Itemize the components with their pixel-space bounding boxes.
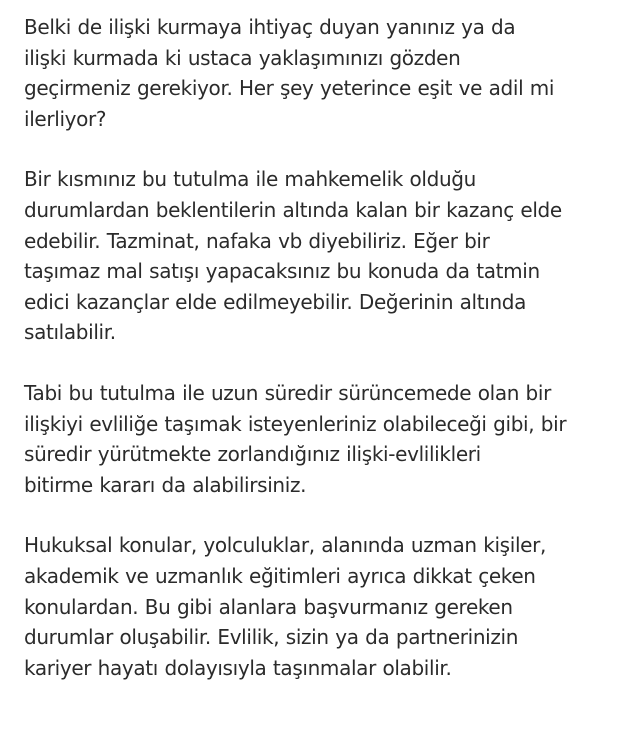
paragraph-line: satılabilir. (24, 320, 116, 345)
paragraph-line: süredir yürütmekte zorlandığınız ilişki-evlilikleri (24, 442, 481, 467)
paragraph-line: bitirme kararı da alabilirsiniz. (24, 472, 307, 497)
paragraph-line: akademik ve uzmanlık eğitimleri ayrıca dikkat çeken (24, 563, 536, 588)
paragraph-line: geçirmeniz gerekiyor. Her şey yeterince eşit ve adil mi (24, 76, 555, 101)
paragraph-line: ilişkiyi evliliğe taşımak isteyenleriniz olabileceği gibi, bir (24, 411, 567, 436)
paragraph-4 (24, 530, 614, 683)
paragraph-2 (24, 164, 614, 348)
paragraph-line: konulardan. Bu gibi alanlara başvurmanız gereken (24, 594, 513, 619)
paragraph-1 (24, 12, 614, 134)
paragraph-line: Belki de ilişki kurmaya ihtiyaç duyan yanınız ya da (24, 15, 516, 39)
paragraph-line: ilişki kurmada ki ustaca yaklaşımınızı gözden (24, 45, 461, 70)
paragraph-line: taşımaz mal satışı yapacaksınız bu konuda da tatmin (24, 259, 540, 284)
paragraph-3 (24, 378, 614, 500)
paragraph-line: durumlardan beklentilerin altında kalan bir kazanç elde (24, 197, 562, 222)
article-body (24, 12, 614, 713)
paragraph-line: kariyer hayatı dolayısıyla taşınmalar olabilir. (24, 655, 452, 680)
paragraph-line: ilerliyor? (24, 106, 107, 131)
paragraph-line: Tabi bu tutulma ile uzun süredir sürüncemede olan bir (24, 380, 551, 405)
paragraph-line: Bir kısmınız bu tutulma ile mahkemelik olduğu (24, 167, 476, 192)
paragraph-line: durumlar oluşabilir. Evlilik, sizin ya da partnerinizin (24, 625, 519, 650)
paragraph-line: Hukuksal konular, yolculuklar, alanında uzman kişiler, (24, 533, 546, 558)
paragraph-line: edebilir. Tazminat, nafaka vb diyebiliriz. Eğer bir (24, 228, 490, 253)
paragraph-line: edici kazançlar elde edilmeyebilir. Değerinin altında (24, 289, 527, 314)
